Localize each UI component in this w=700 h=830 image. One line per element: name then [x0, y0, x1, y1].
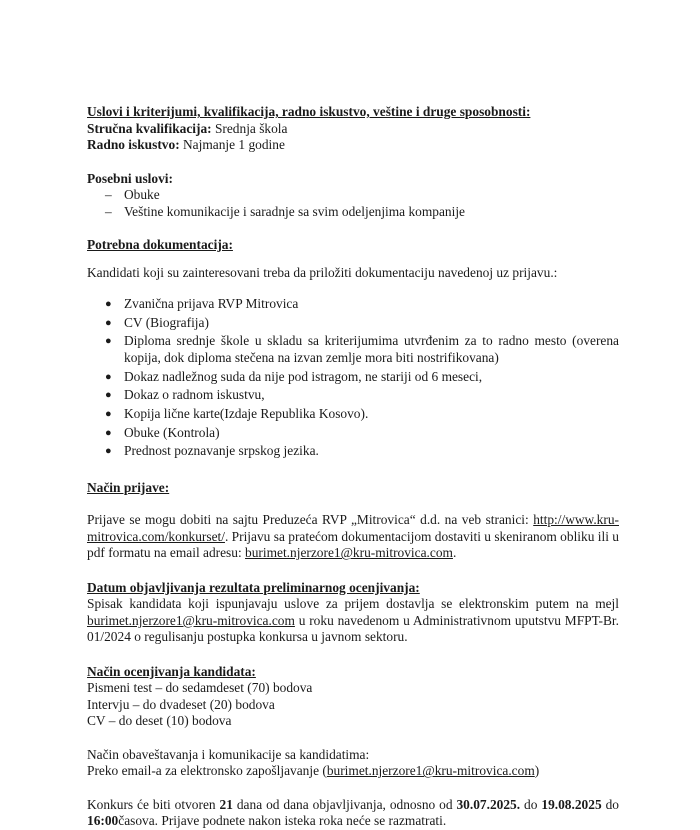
dash-marker: –: [105, 187, 112, 202]
list-item: ● CV (Biografija): [105, 314, 209, 330]
documentation-heading: Potrebna dokumentacija:: [87, 237, 233, 252]
bullet-icon: ●: [105, 407, 112, 420]
days-count: 21: [219, 796, 233, 812]
bullet-icon: ●: [105, 298, 112, 310]
list-item: ● Obuke (Kontrola): [105, 424, 220, 440]
list-item: ● Kopija lične karte(Izdaje Republika Kosovo).: [105, 405, 369, 421]
bullet-icon: ●: [105, 370, 112, 383]
requirements-heading: Uslovi i kriterijumi, kvalifikacija, radno iskustvo, veštine i druge sposobnosti:: [87, 104, 531, 119]
results-paragraph: Spisak kandidata koji ispunjavaju uslove za prijem dostavlja se elektronskim putem na mejl burimet.njerzore1@kru-mitrovica.com u roku navedenom u Administrativnom uputstvu MFPT-Br. 01/2024 o regulisanju postupka konkursa u javnom sektoru.: [87, 596, 619, 645]
documentation-list: [87, 296, 619, 460]
experience-label: Radno iskustvo:: [87, 137, 180, 152]
email-link[interactable]: burimet.njerzore1@kru-mitrovica.com: [245, 545, 453, 561]
date-to: 19.08.2025: [541, 796, 602, 812]
bullet-icon: ●: [105, 316, 112, 329]
communication-heading: Način obaveštavanja i komunikacije sa kandidatima:: [87, 746, 370, 762]
deadline-paragraph: Konkurs će biti otvoren 21 dana od dana objavljivanja, odnosno od 30.07.2025. do 19.08.2025 do 16:00časova. Prijave podnete nakon isteka roka neće se razmatrati.: [87, 796, 619, 829]
list-item: – Veštine komunikacije i saradnje sa svim odeljenjima kompanije: [105, 203, 466, 219]
documentation-intro: Kandidati koji su zainteresovani treba da priložiti dokumentaciju navedenoj uz prijavu.:: [87, 264, 558, 280]
experience-line: [87, 137, 619, 154]
email-link[interactable]: burimet.njerzore1@kru-mitrovica.com: [87, 612, 295, 628]
list-item: – Obuke: [105, 187, 160, 202]
document-body: [87, 104, 619, 830]
special-conditions-heading: Posebni uslovi:: [87, 170, 173, 186]
qualification-value: Srednja škola: [211, 120, 288, 136]
website-link[interactable]: http://www.kru-mitrovica.com/konkurset/: [87, 512, 619, 544]
evaluation-interview: Intervju – do dvadeset (20) bodova: [87, 696, 275, 712]
experience-value: Najmanje 1 godine: [179, 137, 285, 152]
list-item: ● Dokaz nadležnog suda da nije pod istragom, ne stariji od 6 meseci,: [105, 368, 483, 384]
qualification-line: [87, 121, 619, 138]
bullet-icon: ●: [105, 426, 112, 439]
application-heading: Način prijave:: [87, 479, 170, 495]
special-conditions-list: [87, 187, 619, 220]
evaluation-written-test: Pismeni test – do sedamdeset (70) bodova: [87, 680, 313, 696]
evaluation-heading: Način ocenjivanja kandidata:: [87, 663, 256, 679]
email-link[interactable]: burimet.njerzore1@kru-mitrovica.com: [326, 763, 535, 779]
list-item: ● Dokaz o radnom iskustvu,: [105, 387, 265, 403]
list-item: ● Zvanična prijava RVP Mitrovica: [105, 296, 299, 311]
list-item: ● Diploma srednje škole u skladu sa kriterijumima utvrđenim za to radno mesto (overena kopija, dok diploma stečena na izvan zemlje mora biti nostrifikovana): [105, 333, 619, 365]
bullet-icon: ●: [105, 335, 112, 348]
bullet-icon: ●: [105, 389, 112, 402]
communication-line: Preko email-a za elektronsko zapošljavanje (burimet.njerzore1@kru-mitrovica.com): [87, 763, 540, 779]
bullet-icon: ●: [105, 445, 112, 458]
qualification-label: Stručna kvalifikacija:: [87, 120, 212, 136]
results-heading: Datum objavljivanja rezultata preliminarnog ocenjivanja:: [87, 579, 420, 595]
dash-marker: –: [105, 203, 112, 219]
list-item: ● Prednost poznavanje srpskog jezika.: [105, 443, 319, 459]
date-from: 30.07.2025.: [456, 796, 521, 812]
deadline-time: 16:00: [87, 813, 119, 829]
evaluation-cv: CV – do deset (10) bodova: [87, 713, 232, 729]
application-paragraph: Prijave se mogu dobiti na sajtu Preduzeća RVP „Mitrovica“ d.d. na veb stranici: http://www.kru-mitrovica.com/konkurset/. Prijavu sa pratećom dokumentacijom dostaviti u skeniranom obliku ili u pdf formatu na email adresu: burimet.njerzore1@kru-mitrovica.com.: [87, 512, 619, 561]
